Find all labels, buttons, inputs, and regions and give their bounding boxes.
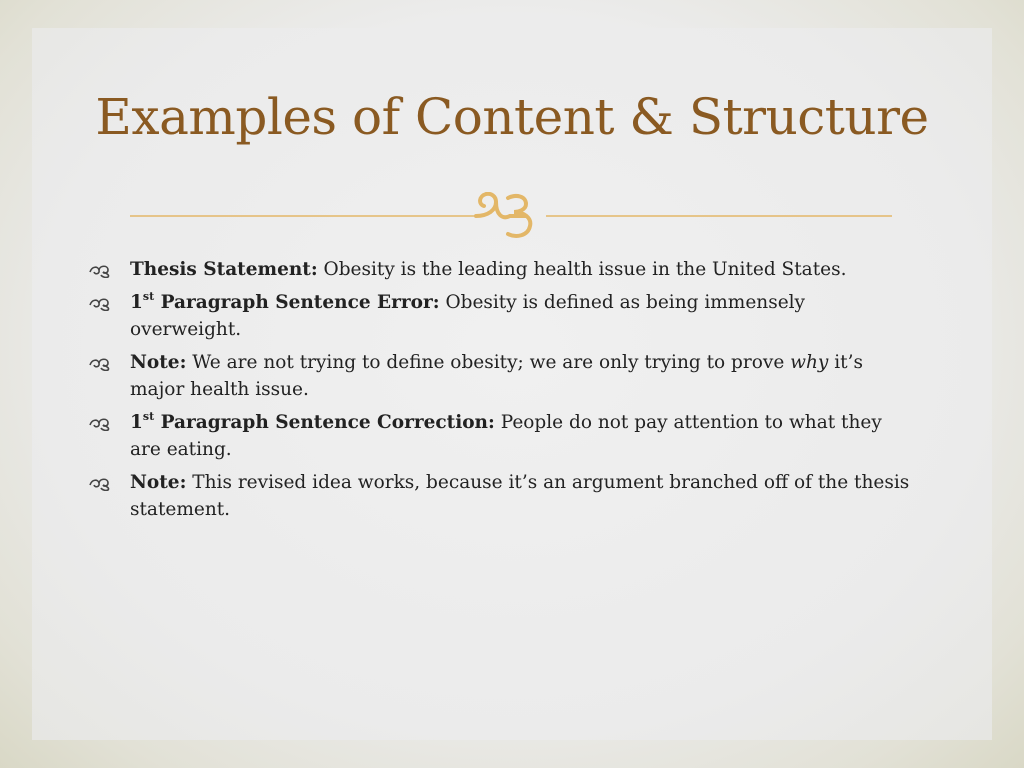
bullet-label-number: 1 <box>130 412 143 433</box>
list-item <box>88 469 918 523</box>
list-item <box>88 256 918 283</box>
list-item <box>88 289 918 343</box>
fleuron-bullet-icon <box>88 262 112 278</box>
fleuron-bullet-icon <box>88 415 112 431</box>
fleuron-bullet-icon <box>88 475 112 491</box>
list-item <box>88 409 918 463</box>
bullet-label-rest: Paragraph Sentence Correction: <box>154 412 495 433</box>
fleuron-ornament-icon <box>476 194 530 236</box>
list-item <box>88 349 918 403</box>
bullet-text: People do not pay attention to what they are eating. <box>130 412 882 460</box>
fleuron-bullet-icon <box>88 355 112 371</box>
bullet-label-number: 1 <box>130 292 143 313</box>
bullet-label: Thesis Statement: <box>130 259 318 280</box>
bullet-label-rest: Paragraph Sentence Error: <box>154 292 440 313</box>
bullet-label <box>130 409 495 433</box>
bullet-text-emphasis: why <box>790 352 829 373</box>
bullet-label: Note: <box>130 352 187 373</box>
bullet-label <box>130 289 440 313</box>
bullet-text: Obesity is the leading health issue in the United States. <box>317 259 847 280</box>
bullet-label: Note: <box>130 472 187 493</box>
bullet-text-after: it’s major health issue. <box>130 352 863 400</box>
bullet-text: This revised idea works, because it’s an argument branched off of the thesis statement. <box>130 472 910 520</box>
bullet-text: Obesity is defined as being immensely overweight. <box>130 292 806 340</box>
bullet-text-before: We are not trying to define obesity; we are only trying to prove <box>186 352 791 373</box>
title-divider <box>130 192 892 240</box>
slide-title: Examples of Content & Structure <box>95 88 929 146</box>
bullet-list <box>88 256 918 529</box>
bullet-label-ordinal: st <box>142 409 155 423</box>
fleuron-bullet-icon <box>88 295 112 311</box>
bullet-label-ordinal: st <box>142 289 155 303</box>
